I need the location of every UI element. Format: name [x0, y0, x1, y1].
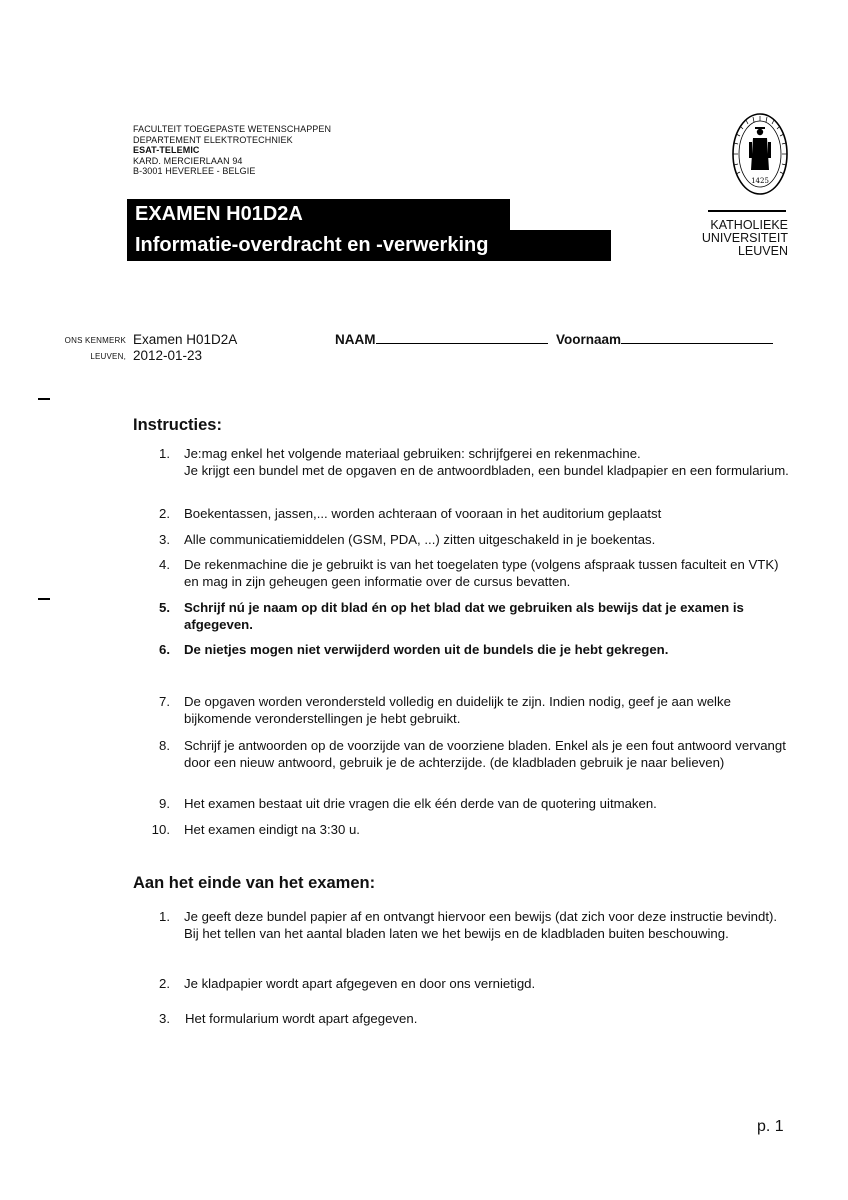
firstname-label: Voornaam: [556, 332, 622, 347]
university-name-line-1: KATHOLIEKE: [710, 218, 788, 232]
end-item-text: Het formularium wordt apart afgegeven.: [185, 1011, 418, 1026]
reference-value: Examen H01D2A: [133, 332, 238, 347]
instruction-text: Je krijgt een bundel met de opgaven en de antwoordbladen, een bundel kladpapier en een formularium.: [184, 463, 789, 478]
firstname-field[interactable]: [556, 331, 773, 347]
name-label: NAAM: [335, 332, 376, 347]
address-line-faculty: FACULTEIT TOEGEPASTE WETENSCHAPPEN: [133, 124, 332, 134]
end-item-text: Je kladpapier wordt apart afgegeven en door ons vernietigd.: [184, 976, 536, 991]
instruction-text: Het examen eindigt na 3:30 u.: [184, 822, 360, 837]
exam-code-title: EXAMEN H01D2A: [127, 199, 510, 230]
instruction-text: De nietjes mogen niet verwijderd worden uit de bundels die je hebt gekregen.: [184, 642, 669, 657]
address-line-city: B-3001 HEVERLEE - BELGIE: [133, 166, 256, 176]
reference-label: ONS KENMERK: [64, 336, 126, 345]
university-name: [690, 219, 788, 258]
instruction-text: Het examen bestaat uit drie vragen die elk één derde van de quotering uitmaken.: [184, 796, 657, 811]
exam-date: 2012-01-23: [133, 348, 203, 363]
instructions-heading: Instructies:: [133, 416, 222, 434]
university-seal-logo: [731, 112, 789, 196]
name-field[interactable]: [335, 331, 548, 347]
firstname-blank-line[interactable]: [621, 331, 773, 344]
university-name-line-2: UNIVERSITEIT: [701, 231, 788, 245]
university-divider: [708, 210, 786, 212]
place-label: LEUVEN,: [90, 352, 126, 361]
instruction-text: Boekentassen, jassen,... worden achteraan of vooraan in het auditorium geplaatst: [184, 506, 662, 521]
course-title: Informatie-overdracht en -verwerking: [127, 230, 611, 261]
end-of-exam-heading: Aan het einde van het examen:: [133, 874, 376, 892]
instruction-text: Schrijf je antwoorden op de voorzijde van de voorziene bladen. Enkel als je een fout antwoord vervangt door een nieuw antwoord, gebruik je de achterzijde. (de kladbladen gebruik je naar believen): [184, 738, 786, 770]
fold-mark-middle: [38, 598, 50, 600]
page-number: p. 1: [757, 1118, 784, 1135]
end-item-text: Je geeft deze bundel papier af en ontvangt hiervoor een bewijs (dat zich voor deze instructie bevindt). Bij het tellen van het aantal bladen laten we het bewijs en de kladbladen buiten beschouwing.: [184, 909, 778, 941]
university-name-line-3: LEUVEN: [737, 244, 788, 258]
instruction-text: De opgaven worden verondersteld volledig en duidelijk te zijn. Indien nodig, geef je aan welke bijkomende veronderstellingen je hebt gebruikt.: [184, 694, 731, 726]
address-line-street: KARD. MERCIERLAAN 94: [133, 155, 243, 166]
instruction-text: Je:mag enkel het volgende materiaal gebruiken: schrijfgerei en rekenmachine.: [184, 446, 641, 461]
address-line-department: DEPARTEMENT ELEKTROTECHNIEK: [133, 134, 293, 145]
address-line-division: ESAT-TELEMIC: [133, 145, 200, 155]
seal-year: 1425: [751, 177, 769, 185]
instruction-text: De rekenmachine die je gebruikt is van het toegelaten type (volgens afspraak tussen faculteit en VTK) en mag in zijn geheugen geen informatie over de cursus bevatten.: [184, 557, 779, 589]
instruction-text: Alle communicatiemiddelen (GSM, PDA, ...) zitten uitgeschakeld in je boekentas.: [184, 532, 656, 547]
name-blank-line[interactable]: [376, 331, 548, 344]
instruction-text: Schrijf nú je naam op dit blad én op het blad dat we gebruiken als bewijs dat je examen is afgegeven.: [184, 600, 744, 632]
faculty-address: [133, 124, 331, 177]
fold-mark-top: [38, 398, 50, 400]
